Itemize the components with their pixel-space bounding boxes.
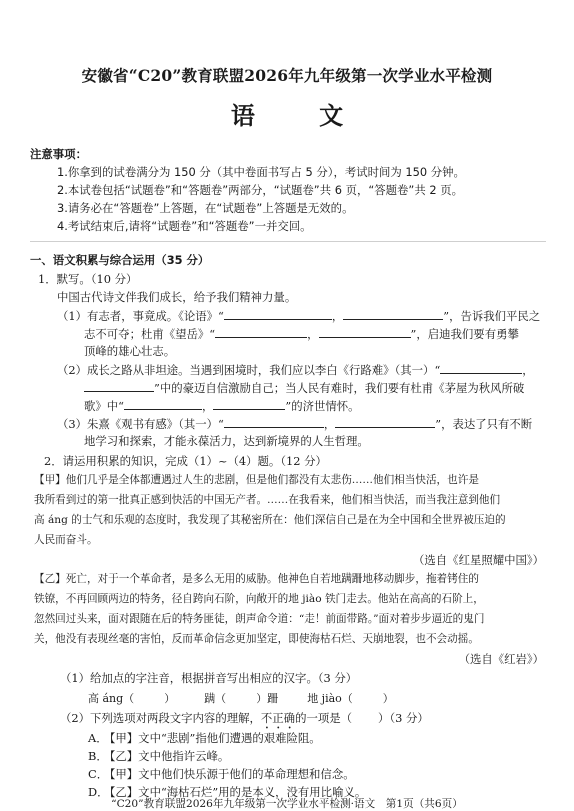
subject-title: 语 文 xyxy=(230,101,372,130)
q2-sub2-heading: （2）下列选项对两段文字内容的理解，不正确的一项是（ ）（3 分） xyxy=(60,711,429,725)
q1-part3-line2: 地学习和探索，才能永葆活力，达到新境界的人生哲理。 xyxy=(84,434,369,448)
answer-blank[interactable] xyxy=(124,397,202,410)
passage-jia-line: 【甲】他们几乎是全体都遭遇过人生的悲剧，但是他们都没有太悲伤……他们相当快活，也许是 xyxy=(34,474,479,486)
passage-jia-source: （选自《红星照耀中国》） xyxy=(413,553,544,567)
notice-item: 4.考试结束后,请将“试题卷”和“答题卷”一并交回。 xyxy=(57,219,312,233)
option-d: D．【乙】文中“海枯石烂”用的是本义，没有用比喻义。 xyxy=(88,785,367,799)
passage-jia-line: 我所看到过的第一批真正感到快活的中国无产者。……在我看来，他们相当快活，而当我注意到他们 xyxy=(34,494,501,506)
answer-blank[interactable] xyxy=(84,379,154,392)
notice-heading: 注意事项： xyxy=(30,147,87,161)
notice-item: 3.请务必在“答题卷”上答题，在“试题卷”上答题是无效的。 xyxy=(57,201,354,215)
question-1-heading: 1．默写。（10 分） xyxy=(38,272,138,286)
passage-yi-source: （选自《红岩》） xyxy=(458,652,544,666)
q1-part2-line2: ”中的豪迈自信激励自己；当人民有难时，我们要有杜甫《茅屋为秋风所破 xyxy=(84,379,524,396)
answer-blank[interactable] xyxy=(319,325,411,338)
q2-sub1-items: 高 áng（ ） 蹒（ ）跚 地 jiào（ ） xyxy=(88,692,394,705)
exam-title: 安徽省“C20”教育联盟2026年九年级第一次学业水平检测 xyxy=(81,66,493,85)
option-b: B．【乙】文中他指许云峰。 xyxy=(88,749,230,763)
question-2-heading: 2．请运用积累的知识，完成（1）~（4）题。（12 分） xyxy=(44,454,327,468)
q2-sub1-heading: （1）给加点的字注音，根据拼音写出相应的汉字。（3 分） xyxy=(60,671,358,685)
option-a: A．【甲】文中“悲剧”指他们遭遇的艰难险阻。 xyxy=(88,731,321,745)
option-c: C．【甲】文中他们快乐源于他们的革命理想和信念。 xyxy=(88,767,355,781)
q1-part1-line2: 志不可夺；杜甫《望岳》“ ， ”，启迪我们要有勇攀 xyxy=(84,327,519,341)
answer-blank[interactable] xyxy=(213,397,285,410)
passage-yi-line: 忽然回过头来，面对跟随在后的特务匪徒，朗声命令道：“走！前面带路。”面对着步步逼近的鬼门 xyxy=(34,613,485,625)
page-footer: “C20”教育联盟2026年九年级第一次学业水平检测·语文 第1页（共6页） xyxy=(111,798,463,810)
answer-blank[interactable] xyxy=(343,307,443,320)
passage-jia-line: 人民而奋斗。 xyxy=(34,534,98,546)
q1-part1-line3: 顶峰的雄心壮志。 xyxy=(84,344,176,358)
question-1-intro: 中国古代诗文伴我们成长，给予我们精神力量。 xyxy=(57,290,297,304)
answer-blank[interactable] xyxy=(224,415,324,428)
q1-part1-line1: （1）有志者，事竟成。《论语》“ ， ”，告诉我们平民之 xyxy=(57,309,541,323)
notice-item: 2.本试卷包括“试题卷”和“答题卷”两部分，“试题卷”共 6 页，“答题卷”共 2 页。 xyxy=(57,183,463,197)
passage-yi-line: 关，他没有表现丝毫的害怕，反而革命信念更加坚定，即使海枯石烂、天崩地裂，也不会动摇。 xyxy=(34,633,479,645)
answer-blank[interactable] xyxy=(440,361,522,374)
answer-blank[interactable] xyxy=(215,325,307,338)
answer-blank[interactable] xyxy=(224,307,332,320)
passage-yi-line: 【乙】死亡，对于一个革命者，是多么无用的威胁。他神色自若地蹒跚地移动脚步，拖着铐住的 xyxy=(34,573,479,585)
q1-part2-line1: （2）成长之路从非坦途。当遇到困境时，我们应以李白《行路难》（其一）“ ， xyxy=(57,363,534,377)
q1-part2-line3: 歌》中“ ， ”的济世情怀。 xyxy=(84,399,360,413)
q1-part3-line1: （3）朱熹《观书有感》（其一）“ ， ”，表达了只有不断 xyxy=(57,417,533,431)
passage-jia-line: 高 áng 的士气和乐观的态度时，我发现了其秘密所在：他们深信自己是在为全中国和全世界被压迫的 xyxy=(34,514,506,526)
answer-blank[interactable] xyxy=(335,415,435,428)
divider xyxy=(30,241,546,242)
section-heading: 一、语文积累与综合运用（35 分） xyxy=(30,253,210,267)
passage-yi-line: 铁镣，不再回顾两边的特务，径自跨向石阶，向敞开的地 jiào 铁门走去。他站在高高的石阶上， xyxy=(34,593,484,605)
notice-item: 1.你拿到的试卷满分为 150 分（其中卷面书写占 5 分），考试时间为 150 分钟。 xyxy=(57,165,465,179)
